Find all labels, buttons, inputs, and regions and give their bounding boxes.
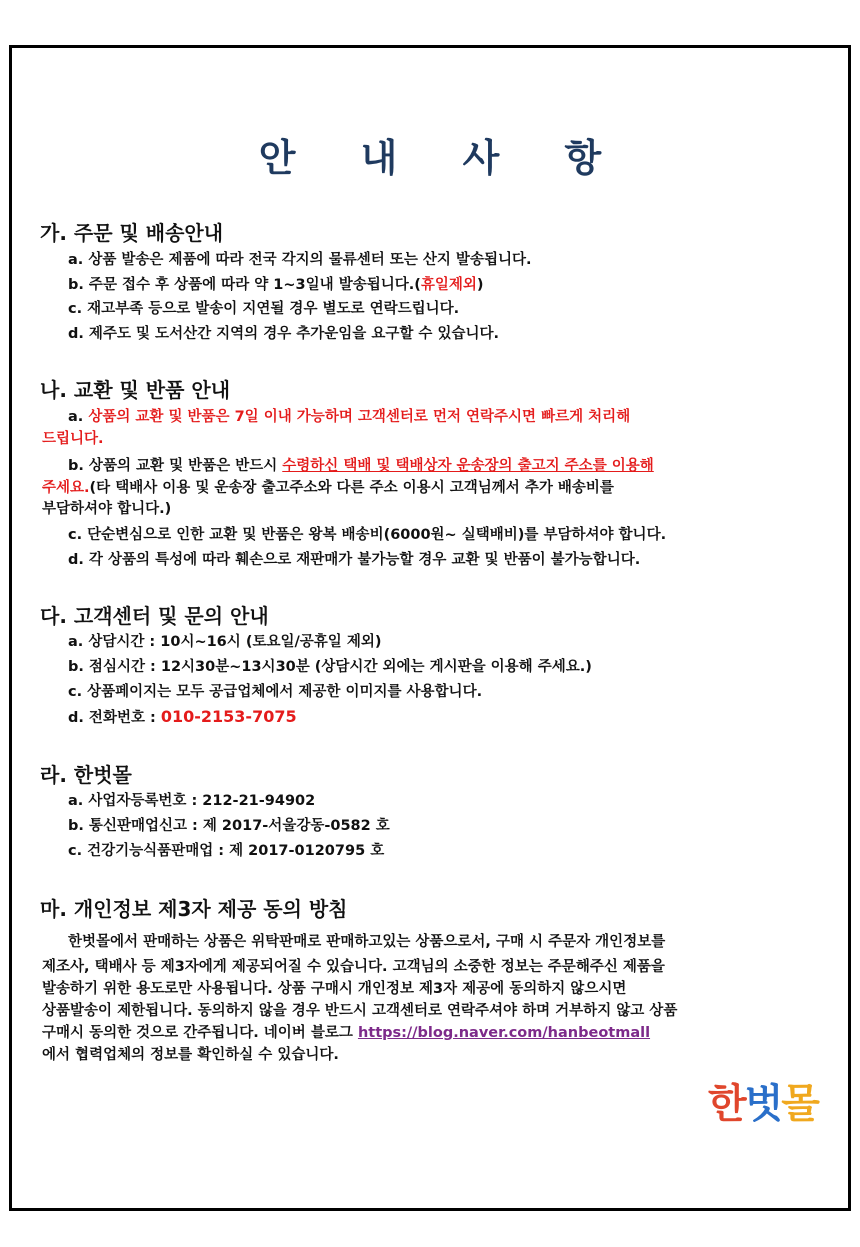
order-item-b-close: ) xyxy=(476,277,484,293)
return-item-a-label: a. xyxy=(68,409,89,425)
return-item-b-cont2: 부담하셔야 합니다.) xyxy=(42,501,172,517)
center-item-d xyxy=(68,708,297,727)
section-heading-order-shipping: 가. 주문 및 배송안내 xyxy=(40,221,224,245)
privacy-paragraph-line-6: 에서 협력업체의 정보를 확인하실 수 있습니다. xyxy=(42,1047,339,1063)
phone-number: 010-2153-7075 xyxy=(160,707,297,726)
page-title: 안 내 사 항 xyxy=(258,136,628,180)
return-item-b-red-end: 주세요. xyxy=(42,480,90,496)
return-item-b xyxy=(68,457,654,475)
section-heading-privacy: 마. 개인정보 제3자 제공 동의 방침 xyxy=(40,897,348,921)
business-reg-number: a. 사업자등록번호 : 212-21-94902 xyxy=(68,793,316,809)
center-item-a: a. 상담시간 : 10시~16시 (토요일/공휴일 제외) xyxy=(68,634,382,650)
return-item-c: c. 단순변심으로 인한 교환 및 반품은 왕복 배송비(6000원~ 실택배비)를 부담하셔야 합니다. xyxy=(68,527,667,543)
return-item-b-red-text: 수령하신 택배 및 택배상자 운송장의 출고지 주소를 이용해 xyxy=(282,458,654,474)
return-item-b-text: b. 상품의 교환 및 반품은 반드시 xyxy=(68,458,283,474)
return-item-a-cont: 드립니다. xyxy=(42,431,104,447)
center-item-b: b. 점심시간 : 12시30분~13시30분 (상담시간 외에는 게시판을 이용해 주세요.) xyxy=(68,659,592,675)
holiday-excluded-note: 휴일제외 xyxy=(420,277,477,293)
return-item-b-cont1 xyxy=(42,479,614,497)
naver-blog-link[interactable]: https://blog.naver.com/hanbeotmall xyxy=(357,1025,651,1041)
order-item-b xyxy=(68,276,484,294)
return-item-b-note: (타 택배사 이용 및 운송장 출고주소와 다른 주소 이용시 고객님께서 추가 배송비를 xyxy=(89,480,614,496)
logo-char-2: 벗 xyxy=(744,1081,782,1127)
logo-char-1: 한 xyxy=(708,1081,745,1127)
order-item-a: a. 상품 발송은 제품에 따라 전국 각지의 물류센터 또는 산지 발송됩니다. xyxy=(68,252,532,268)
privacy-paragraph-line-1: 한벗몰에서 판매하는 상품은 위탁판매로 판매하고있는 상품으로서, 구매 시 주문자 개인정보를 xyxy=(68,934,666,950)
privacy-paragraph-line-4: 상품발송이 제한됩니다. 동의하지 않을 경우 반드시 고객센터로 연락주셔야 하며 거부하지 않고 상품 xyxy=(42,1003,678,1019)
hanbeotmall-logo xyxy=(708,1072,818,1129)
privacy-paragraph-line-2: 제조사, 택배사 등 제3자에게 제공되어질 수 있습니다. 고객님의 소중한 정보는 주문해주신 제품을 xyxy=(42,959,665,975)
return-item-a-red-text: 상품의 교환 및 반품은 7일 이내 가능하며 고객센터로 먼저 연락주시면 빠르게 처리해 xyxy=(88,409,631,425)
privacy-paragraph-line-3: 발송하기 위한 용도로만 사용됩니다. 상품 구매시 개인정보 제3자 제공에 동의하지 않으시면 xyxy=(42,981,627,997)
phone-label: d. 전화번호 : xyxy=(68,710,161,726)
return-item-a xyxy=(68,408,630,426)
section-heading-hanbeotmall: 라. 한벗몰 xyxy=(40,763,132,787)
privacy-paragraph-line-5-text: 구매시 동의한 것으로 간주됩니다. 네이버 블로그 xyxy=(42,1025,358,1041)
order-item-d: d. 제주도 및 도서산간 지역의 경우 추가운임을 요구할 수 있습니다. xyxy=(68,326,500,342)
section-heading-exchange-return: 나. 교환 및 반품 안내 xyxy=(40,378,231,402)
section-heading-customer-center: 다. 고객센터 및 문의 안내 xyxy=(40,604,269,628)
center-item-c: c. 상품페이지는 모두 공급업체에서 제공한 이미지를 사용합니다. xyxy=(68,684,483,700)
order-item-b-text: b. 주문 접수 후 상품에 따라 약 1~3일내 발송됩니다.( xyxy=(68,277,421,293)
privacy-paragraph-line-5 xyxy=(42,1024,650,1042)
return-item-d: d. 각 상품의 특성에 따라 훼손으로 재판매가 불가능할 경우 교환 및 반품이 불가능합니다. xyxy=(68,552,641,568)
logo-char-3: 몰 xyxy=(781,1081,818,1127)
health-food-license: c. 건강기능식품판매업 : 제 2017-0120795 호 xyxy=(68,843,385,859)
order-item-c: c. 재고부족 등으로 발송이 지연될 경우 별도로 연락드립니다. xyxy=(68,301,460,317)
mail-order-registration: b. 통신판매업신고 : 제 2017-서울강동-0582 호 xyxy=(68,818,390,834)
